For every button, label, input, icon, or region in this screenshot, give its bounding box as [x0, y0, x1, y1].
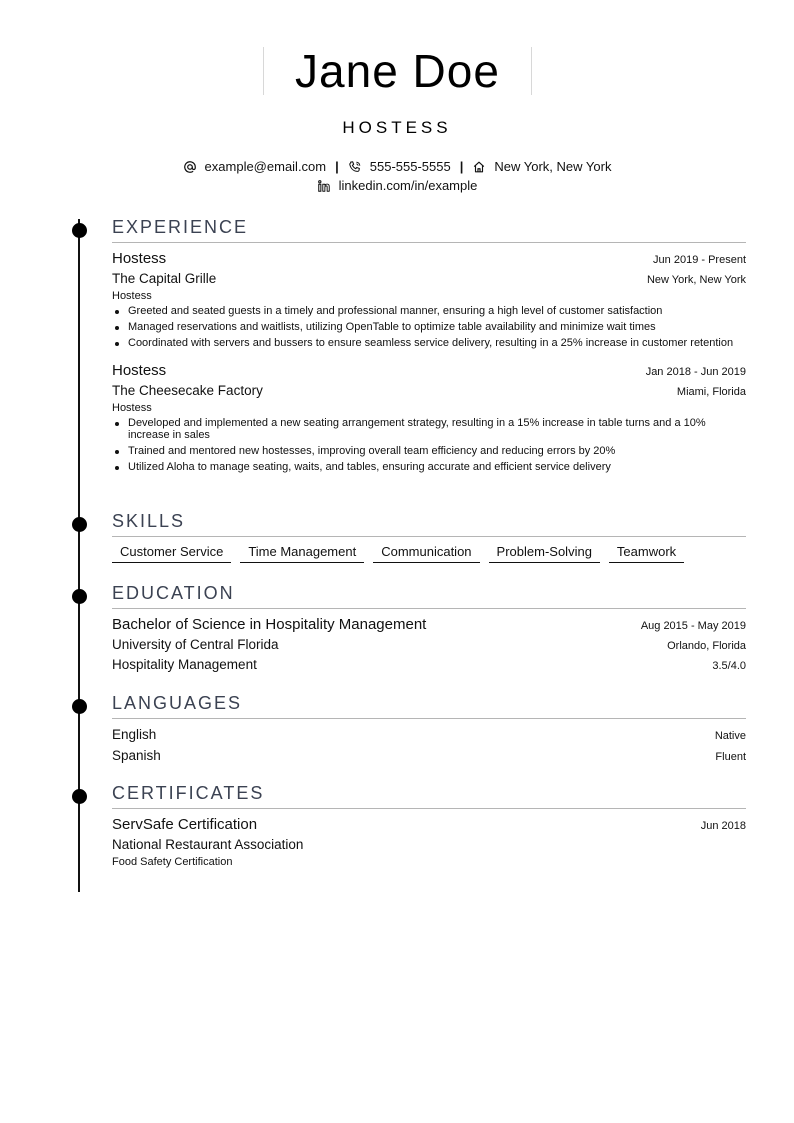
job-bullet: Managed reservations and waitlists, utilizing OpenTable to optimize table availability and minimize wait times: [128, 321, 746, 333]
language-name: Spanish: [112, 748, 161, 763]
experience-entry: [112, 249, 746, 349]
contact-email[interactable]: [183, 159, 327, 174]
linkedin-text: linkedin.com/in/example: [338, 178, 478, 193]
section-title: EXPERIENCE: [112, 215, 746, 243]
at-icon: [183, 160, 197, 174]
timeline-dot-experience: [72, 223, 87, 238]
skill-tag: Customer Service: [112, 543, 231, 563]
section-title: LANGUAGES: [112, 691, 746, 719]
phone-text: 555-555-5555: [369, 159, 451, 174]
contact-separator: |: [335, 159, 339, 174]
job-bullet: Utilized Aloha to manage seating, waits, and tables, ensuring accurate and efficient service delivery: [128, 461, 746, 473]
job-bullet: Coordinated with servers and bussers to ensure seamless service delivery, resulting in a 25% increase in customer retention: [128, 337, 746, 349]
section-title: CERTIFICATES: [112, 781, 746, 809]
experience-section: [112, 215, 746, 485]
job-location: New York, New York: [646, 274, 746, 286]
home-icon: [472, 160, 486, 174]
job-bullet: Trained and mentored new hostesses, improving overall team efficiency and reducing errors by 20%: [128, 445, 746, 457]
job-summary: Hostess: [112, 290, 152, 302]
language-level: Native: [714, 730, 746, 742]
contact-phone[interactable]: [348, 159, 451, 174]
contact-row-secondary: [0, 178, 794, 193]
school-location: Orlando, Florida: [667, 640, 746, 652]
job-bullets: [112, 305, 746, 349]
skills-list: [112, 543, 746, 563]
candidate-name: Jane Doe: [295, 45, 500, 97]
skill-tag: Teamwork: [609, 543, 684, 563]
field-of-study: Hospitality Management: [112, 657, 257, 672]
company-name: The Cheesecake Factory: [112, 383, 263, 398]
email-text: example@email.com: [204, 159, 327, 174]
job-bullets: [112, 417, 746, 473]
language-item: [112, 725, 746, 746]
job-bullet: Developed and implemented a new seating arrangement strategy, resulting in a 15% increase in table turns and a 10% increase in sales: [128, 417, 746, 441]
skill-tag: Time Management: [240, 543, 364, 563]
education-dates: Aug 2015 - May 2019: [640, 620, 746, 632]
skills-section: [112, 509, 746, 563]
job-dates: Jan 2018 - Jun 2019: [645, 366, 746, 378]
timeline-dot-languages: [72, 699, 87, 714]
contact-separator: |: [459, 159, 464, 174]
timeline-dot-skills: [72, 517, 87, 532]
contact-linkedin[interactable]: [317, 178, 478, 193]
certificates-section: [112, 781, 746, 870]
language-level: Fluent: [715, 751, 746, 763]
job-location: Miami, Florida: [676, 386, 746, 398]
job-headline: HOSTESS: [342, 118, 452, 137]
contact-location: [472, 159, 611, 174]
education-section: [112, 581, 746, 675]
certificate-date: Jun 2018: [700, 820, 746, 832]
language-name: English: [112, 727, 157, 742]
certificate-name: ServSafe Certification: [112, 816, 258, 833]
degree-title: Bachelor of Science in Hospitality Management: [112, 616, 427, 633]
company-name: The Capital Grille: [112, 271, 217, 286]
job-title: Hostess: [112, 362, 167, 379]
timeline-dot-education: [72, 589, 87, 604]
languages-section: [112, 691, 746, 767]
name-frame: [263, 47, 532, 95]
certificate-issuer: National Restaurant Association: [112, 837, 304, 852]
gpa: 3.5/4.0: [712, 660, 746, 672]
language-item: [112, 746, 746, 767]
skill-tag: Communication: [373, 543, 479, 563]
linkedin-icon: [317, 179, 331, 193]
location-text: New York, New York: [494, 159, 612, 174]
section-title: EDUCATION: [112, 581, 746, 609]
contact-row: [0, 159, 794, 174]
job-summary: Hostess: [112, 402, 152, 414]
job-title: Hostess: [112, 250, 167, 267]
job-bullet: Greeted and seated guests in a timely and professional manner, ensuring a high level of customer satisfaction: [128, 305, 746, 317]
timeline-dot-certificates: [72, 789, 87, 804]
school-name: University of Central Florida: [112, 637, 279, 652]
section-title: SKILLS: [112, 509, 746, 537]
skill-tag: Problem-Solving: [489, 543, 600, 563]
certificate-summary: Food Safety Certification: [112, 856, 233, 868]
phone-icon: [348, 160, 362, 174]
experience-entry: [112, 361, 746, 473]
job-dates: Jun 2019 - Present: [653, 254, 746, 266]
